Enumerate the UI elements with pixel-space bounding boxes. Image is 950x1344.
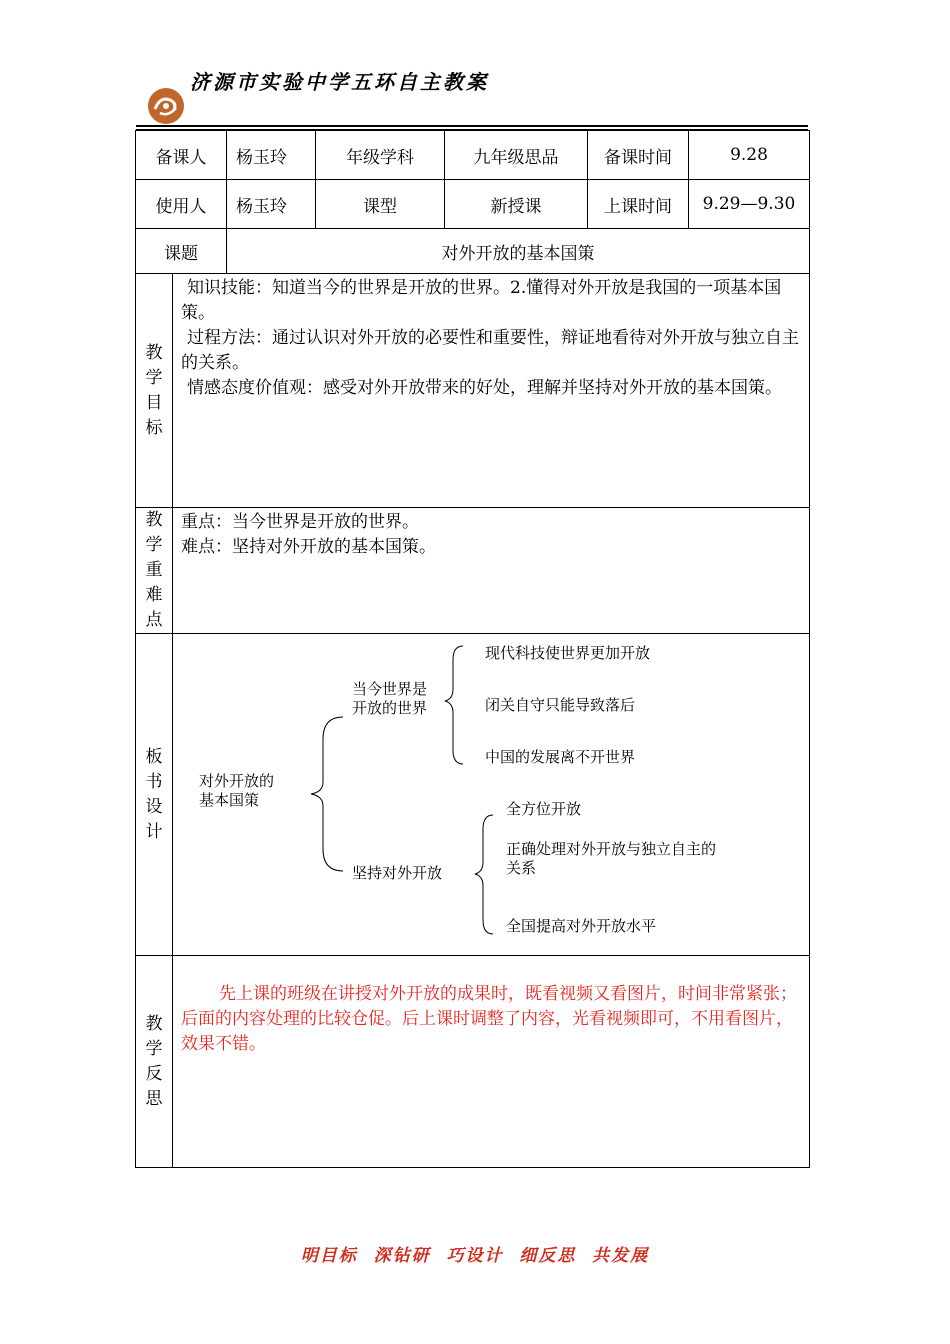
branch1-item: 中国的发展离不开世界: [485, 748, 636, 766]
info-row-1: [136, 131, 810, 180]
label-char: 学: [145, 367, 163, 388]
topic-label: 课题: [136, 229, 227, 274]
branch1-brace: [445, 646, 463, 764]
type-value: 新授课: [445, 180, 588, 229]
objective-knowledge: 知识技能：知道当今的世界是开放的世界。2.懂得对外开放是我国的一项基本国策。: [181, 278, 782, 323]
branch2-item-cont: 关系: [506, 859, 537, 877]
branch2-item: 全方位开放: [506, 800, 582, 818]
label-char: 板: [145, 746, 163, 767]
objective-attitude: 情感态度价值观：感受对外开放带来的好处，理解并坚持对外开放的基本国策。: [187, 378, 782, 398]
info-row-2: [136, 180, 810, 229]
branch2-item: 正确处理对外开放与独立自主的: [506, 840, 717, 858]
root-brace: [311, 717, 343, 871]
lesson-plan-table: [135, 130, 810, 1168]
prep-time-label: 备课时间: [588, 131, 689, 180]
label-char: 标: [145, 417, 163, 438]
class-time-value: 9.29—9.30: [689, 180, 810, 229]
label-char: 重: [145, 560, 163, 580]
objectives-content: [173, 274, 810, 508]
difficult-point: 难点：坚持对外开放的基本国策。: [181, 537, 436, 557]
topic-row: [136, 229, 810, 274]
topic-value: 对外开放的基本国策: [227, 229, 810, 274]
board-design: [173, 634, 810, 956]
preparer-value: 杨玉玲: [227, 131, 316, 180]
branch2-label: 坚持对外开放: [352, 864, 443, 882]
user-label: 使用人: [136, 180, 227, 229]
type-label: 课型: [316, 180, 445, 229]
key-points-row: [136, 508, 810, 634]
footer-motto: 明目标 深钻研 巧设计 细反思 共发展: [300, 1246, 650, 1266]
objectives-row: [136, 274, 810, 508]
root-line1: 对外开放的: [199, 772, 275, 790]
label-char: 教: [145, 342, 163, 363]
prep-time-value: 9.28: [689, 131, 810, 180]
label-char: 设: [145, 796, 163, 817]
label-char: 反: [145, 1063, 163, 1084]
label-char: 教: [145, 510, 163, 530]
board-braces: [173, 634, 809, 954]
grade-value: 九年级思品: [445, 131, 588, 180]
label-char: 计: [145, 821, 163, 842]
objectives-label: [136, 274, 173, 508]
reflection-row: [136, 956, 810, 1168]
board-label: [136, 634, 173, 956]
branch2-brace: [475, 815, 493, 934]
user-value: 杨玉玲: [227, 180, 316, 229]
class-time-label: 上课时间: [588, 180, 689, 229]
label-char: 学: [145, 1038, 163, 1059]
label-char: 书: [145, 771, 163, 792]
board-diagram: [173, 634, 809, 954]
objective-process: 过程方法：通过认识对外开放的必要性和重要性，辩证地看待对外开放与独立自主的关系。: [181, 328, 799, 373]
label-char: 难: [145, 585, 163, 605]
label-char: 思: [145, 1088, 163, 1109]
branch1-item: 闭关自守只能导致落后: [485, 696, 636, 714]
header-rule: [136, 125, 808, 127]
reflection-content: [173, 956, 810, 1168]
key-points-content: [173, 508, 810, 634]
grade-label: 年级学科: [316, 131, 445, 180]
board-row: [136, 634, 810, 956]
key-points-label: [136, 508, 173, 634]
label-char: 目: [145, 392, 163, 413]
reflection-label: [136, 956, 173, 1168]
label-char: 学: [145, 535, 163, 555]
preparer-label: 备课人: [136, 131, 227, 180]
label-char: 教: [145, 1013, 163, 1034]
root-line2: 基本国策: [199, 791, 260, 809]
label-char: 点: [145, 610, 163, 630]
branch1-line2: 开放的世界: [352, 699, 428, 717]
branch1-item: 现代科技使世界更加开放: [485, 644, 651, 662]
branch1-line1: 当今世界是: [352, 680, 428, 698]
branch2-item: 全国提高对外开放水平: [506, 917, 657, 935]
key-point: 重点：当今世界是开放的世界。: [181, 512, 419, 532]
school-logo: [146, 86, 186, 126]
header-title: 济源市实验中学五环自主教案: [190, 70, 489, 94]
reflection-text: 先上课的班级在讲授对外开放的成果时，既看视频又看图片，时间非常紧张；后面的内容处理的比较仓促。后上课时调整了内容，光看视频即可，不用看图片，效果不错。: [181, 984, 797, 1054]
